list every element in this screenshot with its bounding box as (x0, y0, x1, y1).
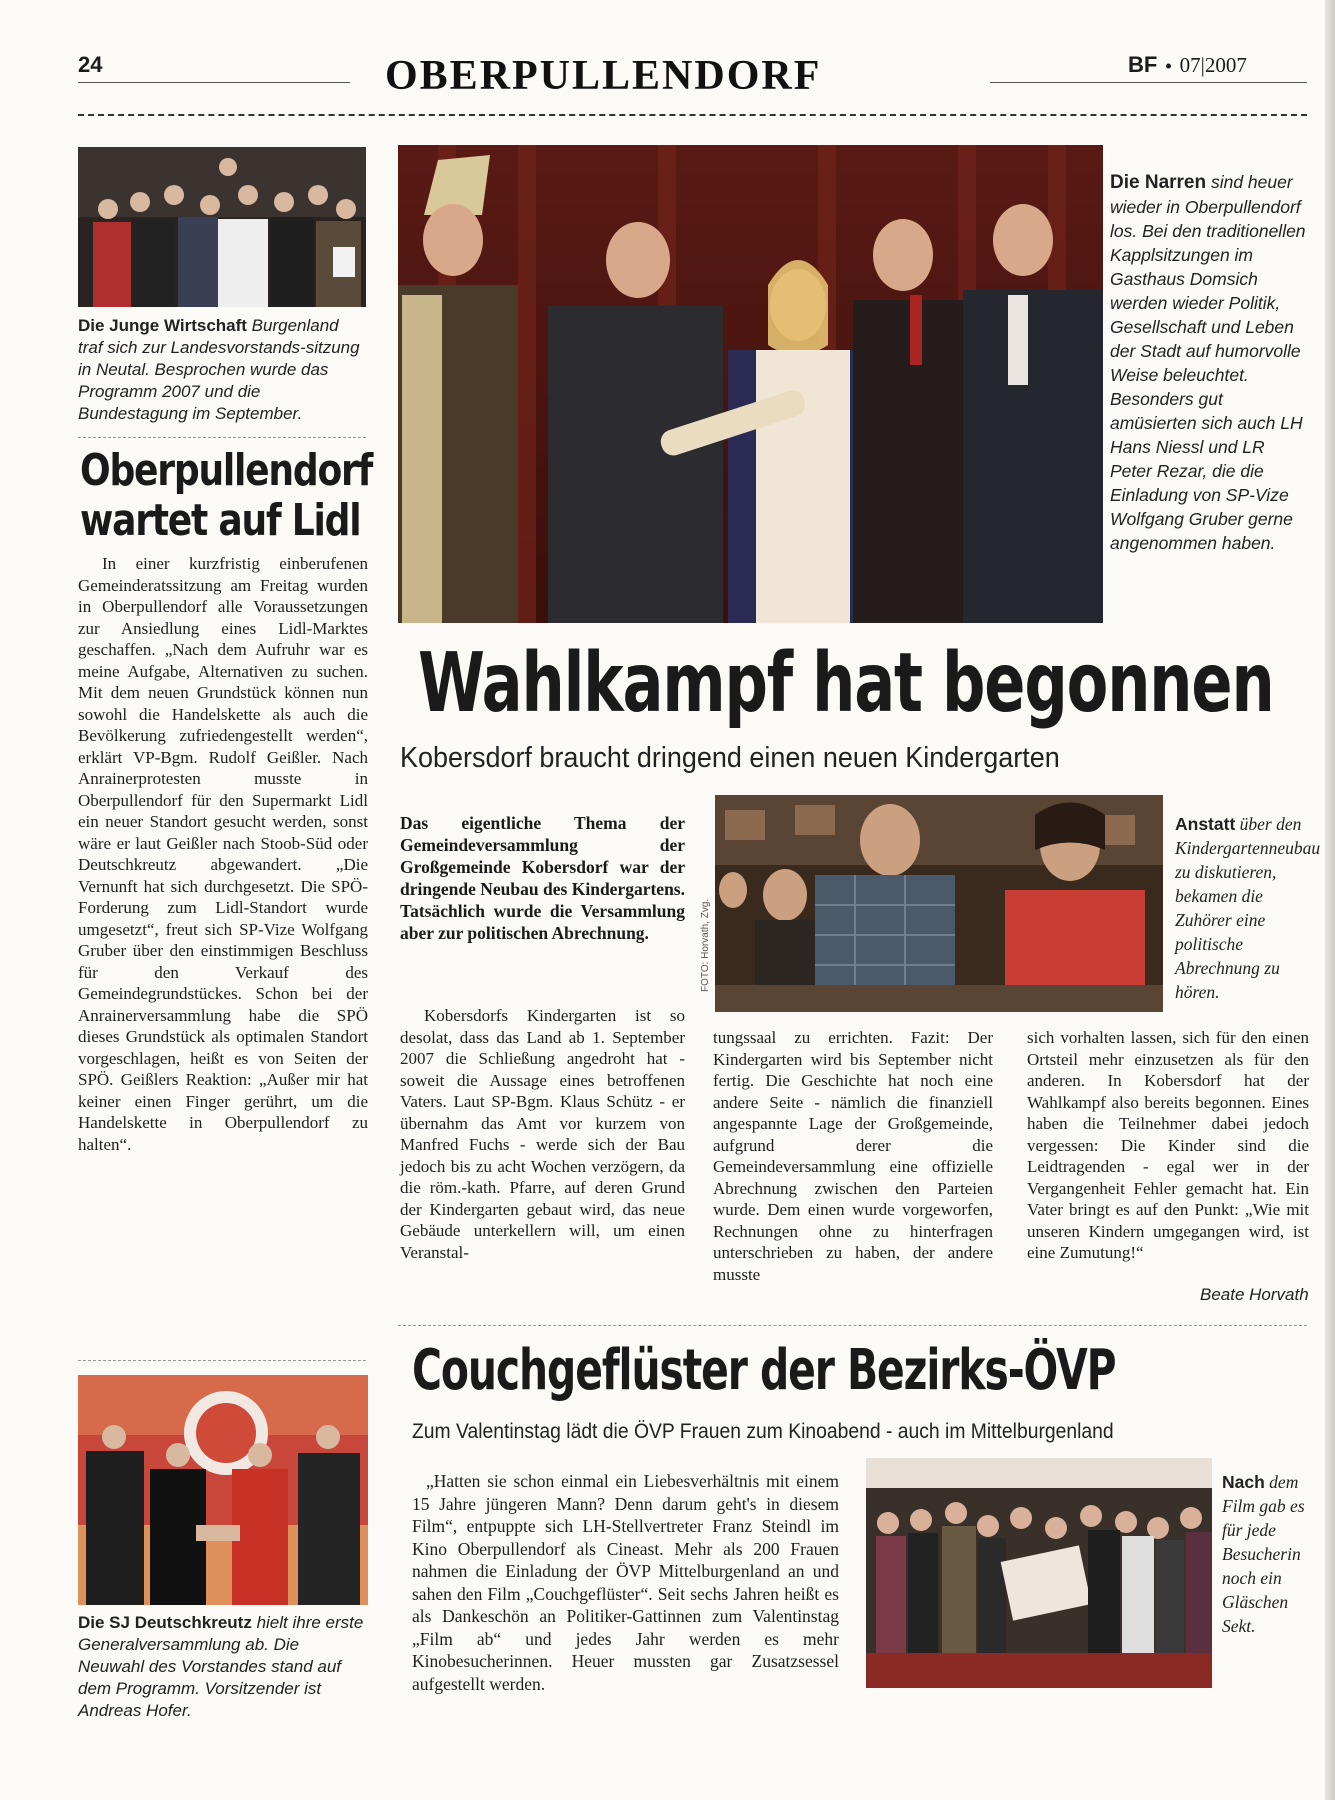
nach-caption-text: dem Film gab es für jede Besucherin noch ein Gläschen Sekt. (1222, 1472, 1305, 1636)
nach-caption-lead: Nach (1222, 1472, 1265, 1492)
sj-deutschkreutz-photo (78, 1375, 368, 1605)
nach-caption (1222, 1470, 1312, 1638)
kinoabend-photo (866, 1458, 1212, 1688)
gemeindeversammlung-photo (715, 795, 1163, 1012)
lidl-headline-line2: wartet auf Lidl (80, 495, 361, 546)
couch-headline: Couchgeflüster der Bezirks-ÖVP (412, 1338, 1116, 1403)
wahlkampf-author: Beate Horvath (1200, 1285, 1309, 1304)
narren-caption (1110, 170, 1306, 555)
page-edge (1325, 0, 1335, 1800)
wahlkampf-col3 (1027, 1027, 1309, 1264)
issue-number: 07|2007 (1179, 53, 1247, 77)
narren-photo (398, 145, 1103, 623)
wahlkampf-col2 (713, 1027, 993, 1285)
couch-body (412, 1470, 839, 1695)
lidl-headline-line1: Oberpullendorf (80, 445, 373, 496)
anstatt-caption (1175, 812, 1321, 1004)
issue-separator: • (1165, 56, 1172, 76)
header-rule-left (78, 82, 350, 83)
couch-divider (398, 1325, 1307, 1326)
junge-wirtschaft-caption (78, 315, 366, 425)
wahlkampf-col3-text: sich vorhalten lassen, sich für den einen Ortsteil mehr einzusetzen als für den anderen. In Kobersdorf hat der Wahlkampf also bereits begonnen. Eines haben die Teilnehmer dabei jedoch vergessen: Die Kinder sind die Leidtragenden - egal wer in der Vergangenheit Fehler gemacht hat. Ein Vater bringt es auf den Punkt: „Wie mit unseren Kindern umgegangen wird, ist eine Zumutung!“ (1027, 1028, 1309, 1262)
lidl-body-text: In einer kurzfristig einberufenen Gemeinderatssitzung am Freitag wurden in Oberpullendorf alle Voraussetzungen zur Ansiedlung eines Lidl-Marktes geschaffen. „Nach dem Aufruhr war es meine Aufgabe, Alternativen zu suchen. Mit dem neuen Grundstück können nun sowohl die Handelskette als auch die Bevölkerung zufriedengestellt werden“, erklärt VP-Bgm. Rudolf Geißler. Nach Anrainerprotesten musste in Oberpullendorf für den Supermarkt Lidl ein neuer Standort gesucht werden, sonst wäre er laut Geißler nach Stoob-Süd oder Deutschkreutz abgewandert. „Die Vernunft hat sich durchgesetzt. Die SPÖ-Forderung zum Lidl-Standort wurde umgesetzt“, freut sich SP-Vize Wolfgang Gruber über den einstimmigen Beschluss für den Verkauf des Gemeindegrundstückes. Schon bei der Anrainerversammlung habe die SPÖ dieses Grundstück als optimalen Standort vorgeschlagen, heißt es von Seiten der SPÖ. Geißlers Reaktion: „Außer mir hat keiner einen Finger gerührt, um die Handelskette in Oberpullendorf zu halten“. (78, 554, 368, 1154)
sj-caption (78, 1612, 368, 1722)
junge-wirtschaft-caption-text: Burgenland traf sich zur Landesvorstands-sitzung in Neutal. Besprochen wurde das Programm 2007 und die Bundestagung im September. (78, 316, 360, 423)
anstatt-caption-text: über den Kindergartenneubau zu diskutieren, bekamen die Zuhörer eine politische Abrechnung zu hören. (1175, 814, 1321, 1002)
header-rule-right (990, 82, 1307, 83)
couch-subhead: Zum Valentinstag lädt die ÖVP Frauen zum Kinoabend - auch im Mittelburgenland (412, 1420, 1114, 1443)
narren-caption-text: sind heuer wieder in Oberpullendorf los. Bei den traditionellen Kapplsitzungen im Gasthaus Domsich werden wieder Politik, Gesellschaft und Leben der Stadt auf humorvolle Weise beleuchtet. Besonders gut amüsierten sich auch LH Hans Niessl und LR Peter Rezar, die die Einladung von SP-Vize Wolfgang Gruber gerne angenommen haben. (1110, 172, 1306, 553)
wahlkampf-col2-text: tungssaal zu errichten. Fazit: Der Kindergarten wird bis September nicht fertig. Die Geschichte hat noch eine andere Seite - nämlich die finanziell angespannte Lage der Großgemeinde, aufgrund derer die Gemeindeversammlung eine offizielle Abrechnung zwischen den Parteien wurde. Dem einen wurde vorgeworfen, Rechnungen ohne zu hinterfragen unterschrieben zu haben, der andere musste (713, 1028, 993, 1284)
wahlkampf-lead: Das eigentliche Thema der Gemeindeversammlung der Großgemeinde Kobersdorf war der dringende Neubau des Kindergartens. Tatsächlich wurde die Versammlung aber zur politischen Abrechnung. (400, 813, 685, 943)
lidl-body (78, 553, 368, 1155)
page-number: 24 (78, 52, 103, 77)
wahlkampf-headline: Wahlkampf hat begonnen (418, 636, 1274, 731)
couch-body-text: „Hatten sie schon einmal ein Liebesverhältnis mit einem 15 Jahre jüngeren Mann? Denn darum geht's in diesem Film“, entpuppte sich LH-Stellvertreter Franz Steindl im Kino Oberpullendorf als Cineast. Mehr als 200 Frauen nahmen die Einladung der ÖVP Mittelburgenland an und sahen den Film „Couchgeflüster“. Seit sechs Jahren heißt es als Dankeschön an Politiker-Gattinnen zum Valentinstag „Film ab“ und jedes Jahr werden es mehr Kinobesucherinnen. Heuer mussten gar Zusatzsessel aufgestellt werden. (412, 1471, 839, 1694)
header-divider (78, 114, 1307, 116)
issue-label (1128, 52, 1247, 78)
wahlkampf-subhead: Kobersdorf braucht dringend einen neuen Kindergarten (400, 742, 1060, 774)
wahlkampf-col1-text: Kobersdorfs Kindergarten ist so desolat, dass das Land ab 1. September 2007 die Schließung angedroht hat - soweit die Aussage eines betroffenen Vaters. Laut SP-Bgm. Klaus Schütz - er übernahm das Amt vor kurzem von Manfred Fuchs - werde sich der Bau jedoch bis zu acht Wochen verzögern, da die röm.-kath. Pfarre, auf deren Grund der Kindergarten gebaut wird, das neue Gebäude unterkellern will, um einen Veranstal- (400, 1006, 685, 1262)
junge-wirtschaft-caption-lead: Die Junge Wirtschaft (78, 316, 247, 335)
photo-credit: FOTO: Horvath, Zvg. (700, 898, 711, 992)
left-divider-1 (78, 437, 366, 438)
left-divider-2 (78, 1360, 366, 1361)
anstatt-caption-lead: Anstatt (1175, 814, 1236, 834)
section-title: OBERPULLENDORF (385, 53, 822, 99)
brand-logo: BF (1128, 52, 1158, 77)
sj-caption-text: hielt ihre erste Generalversammlung ab. Die Neuwahl des Vorstandes stand auf dem Programm. Vorsitzender ist Andreas Hofer. (78, 1613, 364, 1720)
sj-caption-lead: Die SJ Deutschkreutz (78, 1613, 252, 1632)
junge-wirtschaft-photo (78, 147, 366, 307)
narren-caption-lead: Die Narren (1110, 172, 1207, 193)
wahlkampf-col1 (400, 1005, 685, 1263)
